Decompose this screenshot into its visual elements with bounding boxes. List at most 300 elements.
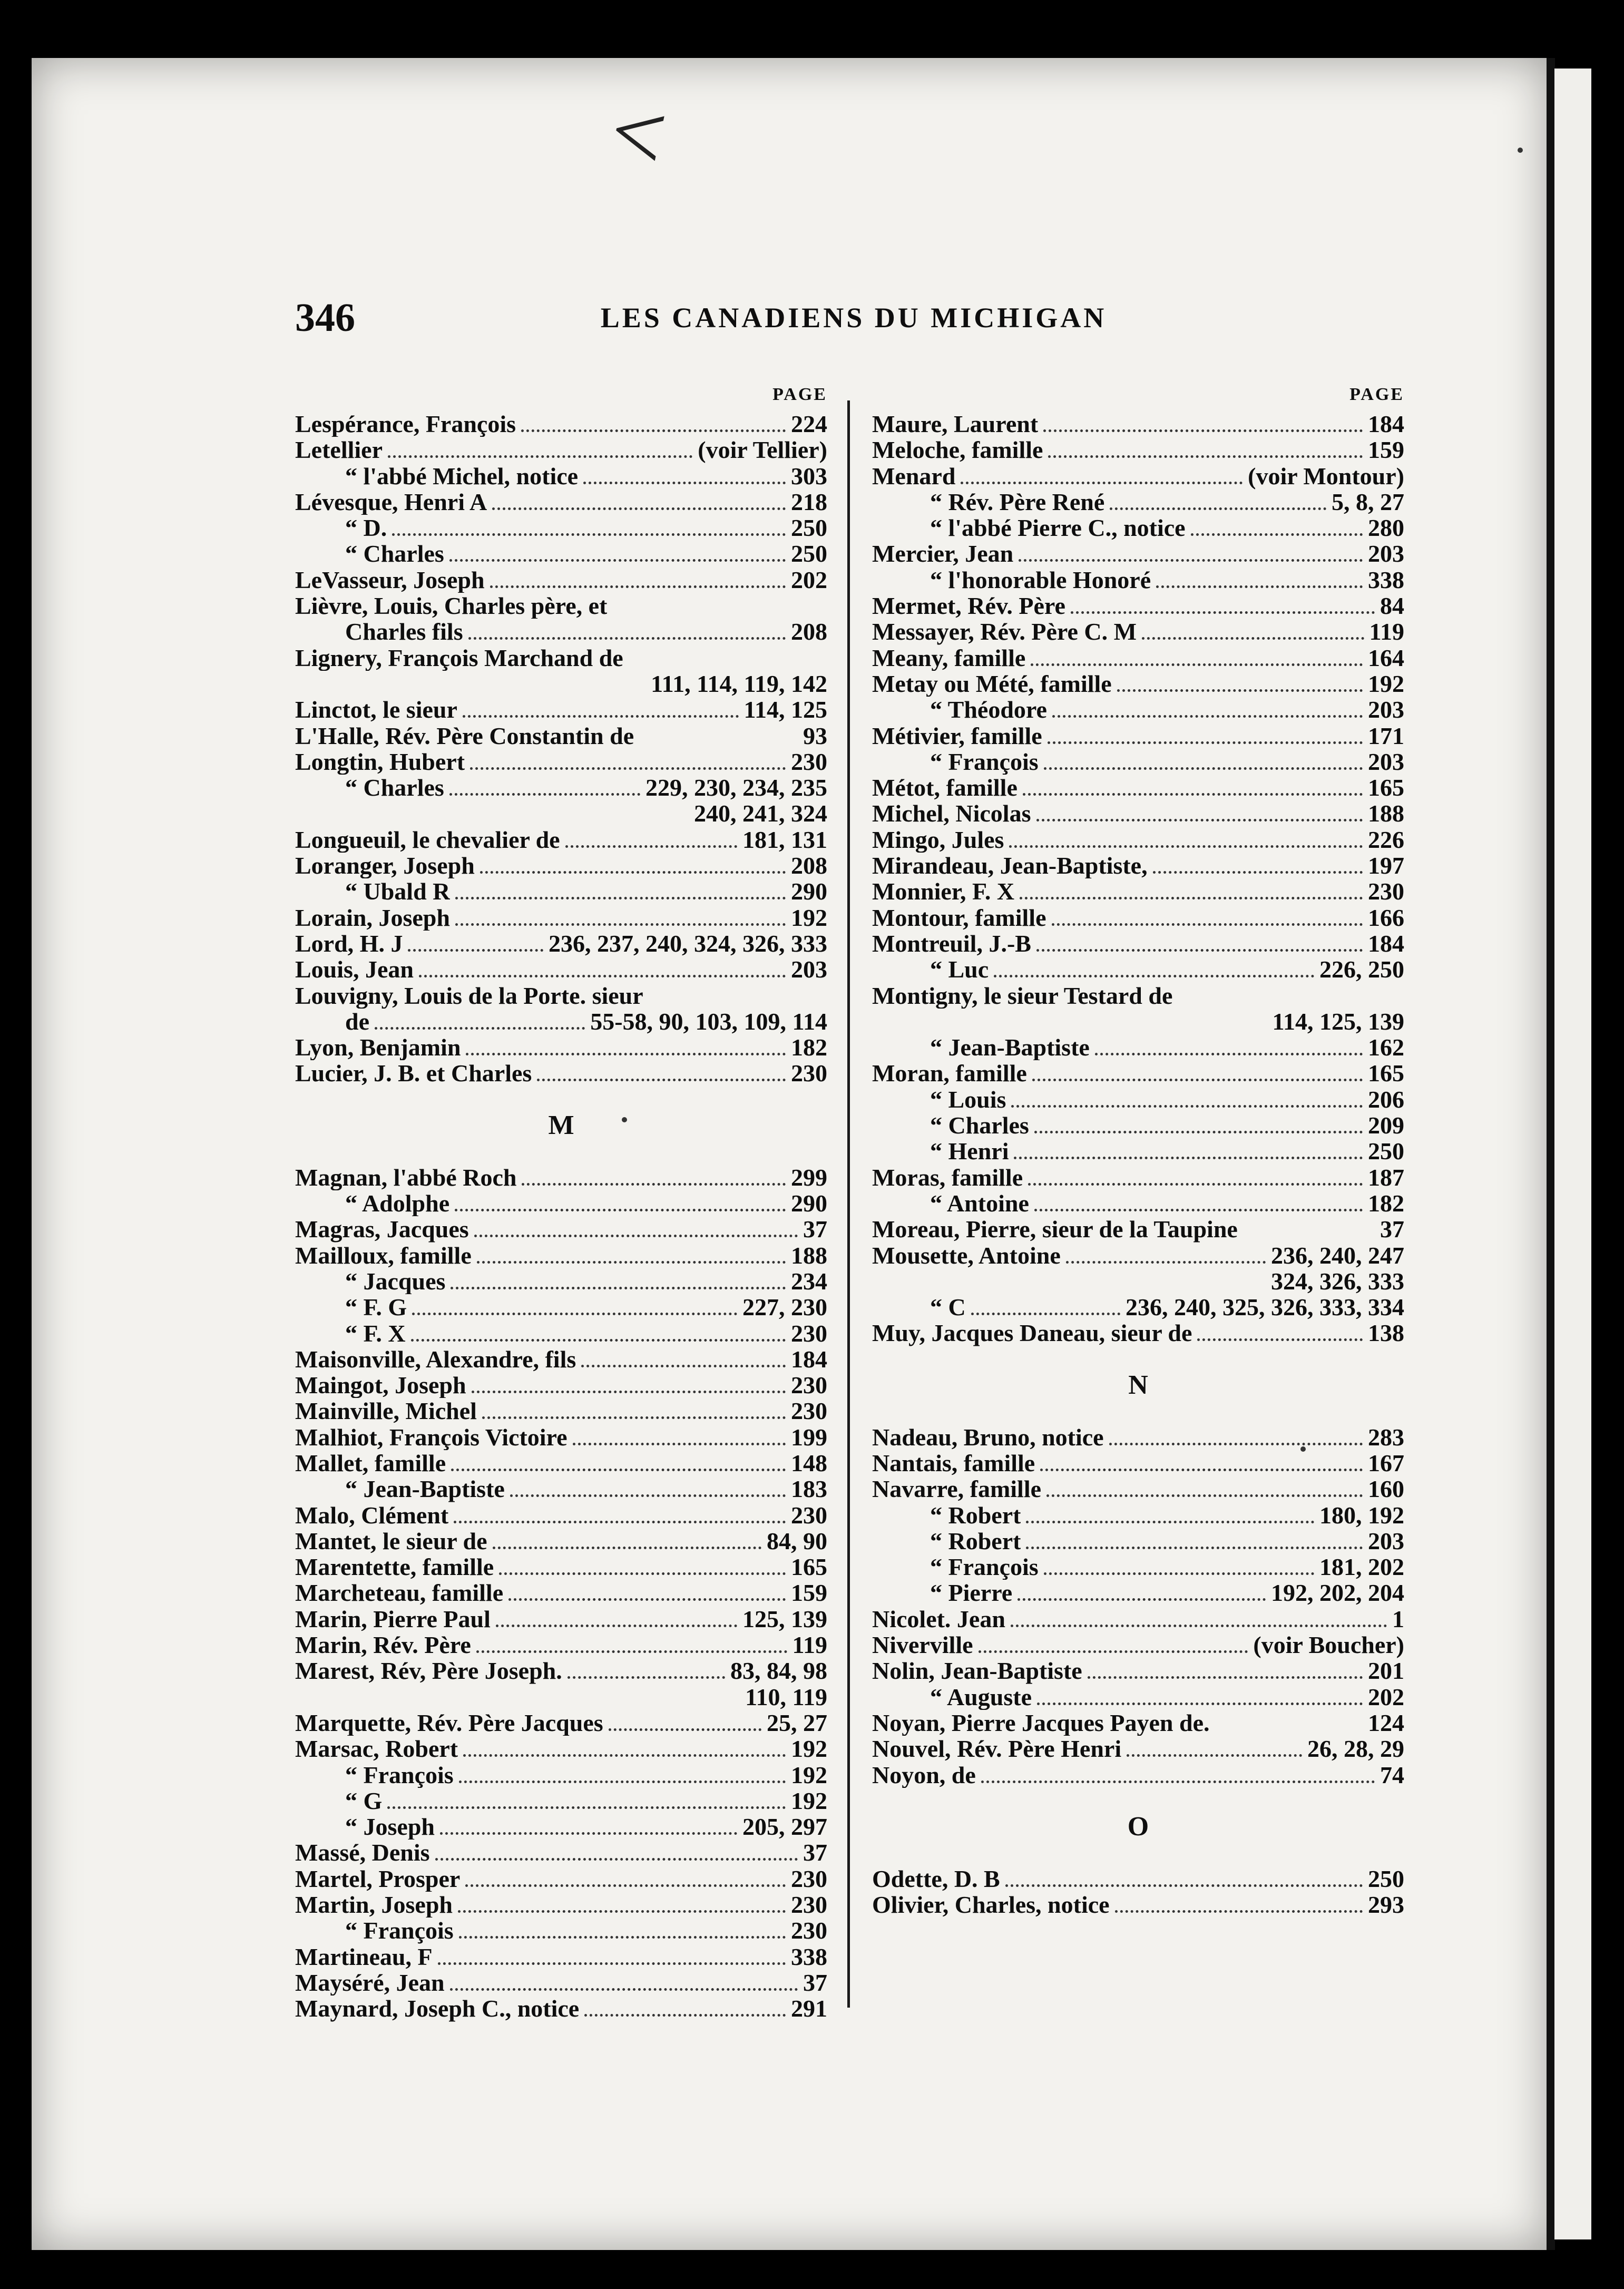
index-entry (872, 723, 1404, 749)
leader-dots (458, 1910, 786, 1913)
index-entry (295, 723, 827, 749)
entry-pages: 184 (1368, 930, 1404, 957)
entry-name: Lucier, J. B. et Charles (295, 1060, 532, 1087)
entry-pages: 324, 326, 333 (1271, 1267, 1404, 1295)
index-entry (295, 1346, 827, 1372)
leader-dots (455, 923, 786, 926)
entry-name: Marsac, Robert (295, 1736, 458, 1762)
index-entry (872, 1320, 1404, 1346)
leader-dots (1127, 1754, 1302, 1757)
entry-pages: 227, 230 (742, 1294, 827, 1321)
leader-dots (1142, 637, 1364, 640)
leader-dots (449, 559, 786, 562)
index-entry (295, 1268, 827, 1294)
leader-dots (565, 845, 737, 848)
index-entry (872, 463, 1404, 489)
leader-dots (387, 1806, 786, 1809)
entry-name: Marest, Rév, Père Joseph. (295, 1658, 562, 1684)
index-entry (872, 1892, 1404, 1918)
leader-dots (459, 1781, 786, 1783)
entry-name: “ D. (345, 515, 387, 541)
entry-name: Moran, famille (872, 1060, 1027, 1087)
index-entry (295, 515, 827, 541)
entry-pages: 250 (1368, 1865, 1404, 1892)
entry-pages: 250 (1368, 1138, 1404, 1165)
index-entry (872, 1424, 1404, 1450)
entry-pages: 192 (791, 1787, 827, 1814)
index-entry (295, 1476, 827, 1502)
index-entry (295, 1580, 827, 1606)
entry-pages: 283 (1368, 1423, 1404, 1451)
entry-pages: 138 (1368, 1319, 1404, 1347)
entry-name: Meloche, famille (872, 437, 1043, 463)
leader-dots (1197, 1338, 1363, 1341)
entry-pages: 240, 241, 324 (694, 800, 827, 827)
entry-name: “ François (930, 748, 1039, 775)
leader-dots (1037, 1703, 1363, 1705)
index-entry (872, 567, 1404, 593)
index-entry (295, 541, 827, 566)
leader-dots (1019, 559, 1363, 562)
entry-name: Niverville (872, 1632, 973, 1658)
entry-pages: 84 (1380, 592, 1404, 620)
index-entry (872, 1060, 1404, 1086)
index-entry (872, 800, 1404, 826)
leader-dots (468, 637, 786, 640)
ink-speck (1518, 148, 1523, 153)
index-entry (872, 1216, 1404, 1242)
leader-dots (1031, 663, 1363, 666)
leader-dots (408, 949, 543, 952)
entry-pages: 184 (791, 1345, 827, 1373)
index-entry (295, 1684, 827, 1710)
page-column-label: PAGE (772, 385, 827, 404)
entry-name: Marin, Pierre Paul (295, 1606, 491, 1632)
entry-pages: 192 (791, 1735, 827, 1763)
entry-name: Nadeau, Bruno, notice (872, 1424, 1104, 1450)
index-entry (872, 1009, 1404, 1034)
entry-pages: (voir Boucher) (1253, 1631, 1404, 1659)
leader-dots (994, 975, 1314, 977)
entry-name: Lord, H. J (295, 930, 403, 957)
entry-pages: 203 (1368, 1527, 1404, 1554)
entry-name: Maingot, Joseph (295, 1372, 466, 1398)
entry-pages: 230 (791, 1319, 827, 1347)
entry-name: “ Jacques (345, 1268, 446, 1295)
entry-pages: 125, 139 (742, 1605, 827, 1632)
leader-dots (508, 1598, 786, 1601)
leader-dots (1043, 429, 1363, 432)
entry-name: Moreau, Pierre, sieur de la Taupine (872, 1216, 1238, 1243)
entry-name: Meany, famille (872, 644, 1026, 671)
entry-pages: 226 (1368, 826, 1404, 853)
leader-dots (1046, 1494, 1363, 1497)
index-entry (872, 1580, 1404, 1606)
index-entry (295, 1762, 827, 1788)
entry-name: Malo, Clément (295, 1502, 449, 1528)
entry-pages: 37 (803, 1839, 827, 1866)
index-entry (295, 827, 827, 853)
entry-pages: 114, 125, 139 (1272, 1007, 1404, 1035)
entry-pages: 280 (1368, 514, 1404, 542)
index-entry (295, 775, 827, 800)
entry-name: Marquette, Rév. Père Jacques (295, 1709, 603, 1736)
entry-name: Messayer, Rév. Père C. M (872, 619, 1137, 645)
entry-name: Mallet, famille (295, 1450, 446, 1476)
entry-pages: 83, 84, 98 (730, 1657, 827, 1685)
leader-dots (493, 1547, 761, 1549)
index-entry (872, 515, 1404, 541)
leader-dots (480, 871, 786, 874)
entry-name: LeVasseur, Joseph (295, 566, 485, 593)
leader-dots (1110, 507, 1326, 510)
page-number: 346 (295, 296, 355, 340)
entry-pages: 230 (791, 1501, 827, 1529)
index-entry (872, 1658, 1404, 1684)
index-entry (872, 1087, 1404, 1112)
entry-name: Lignery, François Marchand de (295, 644, 623, 671)
entry-pages: 84, 90 (767, 1527, 827, 1554)
entry-name: “ François (345, 1918, 454, 1944)
index-entry (295, 1060, 827, 1086)
index-entry (872, 1632, 1404, 1658)
leader-dots (568, 1676, 725, 1679)
index-entry (295, 1450, 827, 1476)
leader-dots (499, 1572, 786, 1575)
entry-name: “ Jean-Baptiste (345, 1476, 505, 1502)
leader-dots (1005, 1884, 1363, 1887)
entry-name: Magras, Jacques (295, 1216, 469, 1243)
entry-name: Muy, Jacques Daneau, sieur de (872, 1320, 1192, 1346)
leader-dots (1109, 1443, 1363, 1445)
index-entry (872, 1138, 1404, 1164)
index-entry (295, 1190, 827, 1216)
leader-dots (1095, 1053, 1363, 1055)
entry-name: Menard (872, 463, 956, 489)
entry-name: “ Adolphe (345, 1190, 450, 1217)
facing-page-edge (1554, 69, 1591, 2239)
entry-name: Mantet, le sieur de (295, 1528, 487, 1554)
entry-pages: 206 (1368, 1085, 1404, 1113)
entry-name: “ Antoine (930, 1190, 1029, 1217)
index-entry (872, 956, 1404, 982)
leader-dots (455, 897, 786, 899)
leader-dots (1052, 715, 1363, 718)
entry-name: Nantais, famille (872, 1450, 1035, 1476)
page-header (295, 295, 1412, 343)
entry-pages: 208 (791, 852, 827, 879)
leader-dots (419, 975, 786, 977)
leader-dots (455, 1209, 786, 1211)
entry-pages: 25, 27 (767, 1709, 827, 1736)
leader-dots (1034, 1131, 1363, 1133)
index-entry (295, 1034, 827, 1060)
leader-dots (1088, 1676, 1363, 1679)
entry-pages: 290 (791, 878, 827, 905)
entry-pages: 229, 230, 234, 235 (645, 774, 827, 801)
leader-dots (1117, 689, 1363, 692)
index-entry (872, 931, 1404, 956)
entry-pages: 338 (791, 1943, 827, 1970)
index-entry (295, 1554, 827, 1580)
index-entry (295, 1165, 827, 1190)
leader-dots (463, 1754, 786, 1757)
leader-dots (392, 533, 786, 536)
index-entry (295, 489, 827, 515)
entry-name: “ Charles (345, 775, 444, 801)
entry-pages: 119 (1369, 618, 1404, 645)
index-entry (872, 775, 1404, 800)
entry-pages: 188 (1368, 800, 1404, 827)
entry-pages: 250 (791, 540, 827, 568)
index-entry (295, 1606, 827, 1632)
entry-name: Letellier (295, 437, 383, 463)
entry-pages: 236, 237, 240, 324, 326, 333 (549, 930, 827, 957)
entry-pages: 5, 8, 27 (1332, 488, 1404, 515)
leader-dots (476, 1650, 787, 1653)
entry-pages: 230 (1368, 878, 1404, 905)
leader-dots (971, 1313, 1120, 1315)
leader-dots (979, 1650, 1248, 1653)
entry-pages: 160 (1368, 1475, 1404, 1503)
entry-name: Louvigny, Louis de la Porte. sieur (295, 982, 643, 1009)
entry-pages: 159 (791, 1579, 827, 1607)
leader-dots (466, 1053, 786, 1055)
entry-pages: 290 (791, 1190, 827, 1217)
index-entry (872, 697, 1404, 722)
leader-dots (470, 767, 786, 770)
index-entry (872, 671, 1404, 697)
entry-pages: 55-58, 90, 103, 109, 114 (590, 1007, 827, 1035)
index-entry (295, 1372, 827, 1398)
entry-pages: 192, 202, 204 (1271, 1579, 1404, 1607)
index-entry (872, 749, 1404, 775)
index-entry (295, 1528, 827, 1554)
index-entry (872, 1243, 1404, 1268)
margin-mark: < (601, 76, 676, 191)
entry-pages: 250 (791, 514, 827, 542)
index-entry (295, 1995, 827, 2021)
entry-pages: 192 (791, 904, 827, 931)
entry-pages: 187 (1368, 1163, 1404, 1191)
index-entry (295, 905, 827, 931)
leader-dots (1115, 1910, 1363, 1913)
leader-dots (454, 1521, 786, 1523)
leader-dots (1153, 871, 1363, 874)
entry-pages: 111, 114, 119, 142 (651, 670, 827, 697)
entry-pages: 167 (1368, 1449, 1404, 1476)
index-entry (295, 567, 827, 593)
entry-name: Charles fils (345, 619, 463, 645)
index-entry (295, 1814, 827, 1840)
leader-dots (1044, 767, 1363, 770)
entry-pages: 208 (791, 618, 827, 645)
leader-dots (465, 1884, 786, 1887)
index-entry (295, 1216, 827, 1242)
index-entry (872, 1190, 1404, 1216)
entry-name: “ Ubald R (345, 878, 451, 905)
entry-pages: 230 (791, 1891, 827, 1919)
leader-dots (1040, 1469, 1363, 1471)
index-entry (295, 749, 827, 775)
entry-pages: 119 (792, 1631, 827, 1659)
index-entry (872, 1268, 1404, 1294)
entry-pages: 230 (791, 1865, 827, 1892)
leader-dots (463, 715, 739, 718)
entry-pages: 299 (791, 1163, 827, 1191)
entry-name: Métot, famille (872, 775, 1018, 801)
entry-pages: 171 (1368, 722, 1404, 749)
entry-pages: 338 (1368, 566, 1404, 593)
section-letter: M (548, 1110, 574, 1140)
entry-name: “ Jean-Baptiste (930, 1034, 1090, 1061)
leader-dots (1191, 533, 1363, 536)
column-divider (847, 400, 850, 2008)
leader-dots (1036, 949, 1363, 952)
entry-pages: 293 (1368, 1891, 1404, 1919)
entry-pages: 182 (791, 1034, 827, 1061)
entry-name: Longtin, Hubert (295, 748, 465, 775)
entry-pages: 162 (1368, 1034, 1404, 1061)
leader-dots (1026, 1521, 1314, 1523)
page-column-label: PAGE (1349, 385, 1404, 404)
leader-dots (440, 1832, 737, 1835)
leader-dots (1026, 1547, 1363, 1549)
index-entry (872, 853, 1404, 878)
entry-pages: 26, 28, 29 (1307, 1735, 1404, 1763)
entry-pages: (voir Tellier) (698, 436, 827, 464)
leader-dots (1011, 1625, 1387, 1627)
entry-pages: 180, 192 (1319, 1501, 1404, 1529)
index-entry (872, 983, 1404, 1009)
index-entry (295, 697, 827, 722)
leader-dots (375, 1027, 585, 1030)
index-entry (872, 1112, 1404, 1138)
leader-dots (1066, 1261, 1266, 1264)
entry-name: “ C (930, 1294, 966, 1320)
entry-pages: 203 (1368, 540, 1404, 568)
entry-pages: 165 (791, 1553, 827, 1581)
index-entry (295, 1710, 827, 1736)
entry-pages: 1 (1392, 1605, 1404, 1632)
entry-name: “ Théodore (930, 697, 1047, 723)
index-entry (872, 1450, 1404, 1476)
index-entry (295, 853, 827, 878)
index-entry (295, 956, 827, 982)
entry-name: “ Pierre (930, 1580, 1013, 1606)
leader-dots (490, 585, 786, 588)
entry-name: “ Rév. Père René (930, 488, 1105, 515)
index-entry (295, 1243, 827, 1268)
entry-pages: 159 (1368, 436, 1404, 464)
index-entry (872, 1866, 1404, 1892)
index-entry (295, 437, 827, 463)
ink-speck (1300, 1446, 1306, 1452)
index-entry (295, 878, 827, 904)
entry-name: Lyon, Benjamin (295, 1034, 461, 1061)
entry-name: Lièvre, Louis, Charles père, et (295, 593, 608, 619)
entry-name: Navarre, famille (872, 1476, 1042, 1502)
index-entry (872, 1476, 1404, 1502)
entry-pages: 230 (791, 1372, 827, 1399)
index-entry (872, 905, 1404, 931)
entry-name: Loranger, Joseph (295, 853, 475, 879)
leader-dots (451, 1469, 786, 1471)
entry-pages: 181, 131 (742, 826, 827, 853)
entry-name: “ G (345, 1787, 383, 1814)
leader-dots (450, 1988, 798, 1991)
leader-dots (482, 1416, 786, 1419)
index-entry (872, 1165, 1404, 1190)
index-entry (295, 463, 827, 489)
entry-name: Metay ou Mété, famille (872, 670, 1112, 697)
leader-dots (412, 1313, 737, 1315)
entry-name: Marcheteau, famille (295, 1580, 504, 1606)
leader-dots (609, 1728, 761, 1731)
index-entry (872, 1710, 1404, 1736)
entry-name: Massé, Denis (295, 1840, 430, 1866)
entry-name: “ Robert (930, 1528, 1021, 1554)
entry-name: Maynard, Joseph C., notice (295, 1995, 580, 2022)
index-entry (295, 593, 827, 619)
leader-dots (1018, 1598, 1266, 1601)
entry-pages: 197 (1368, 852, 1404, 879)
entry-pages: 192 (1368, 670, 1404, 697)
entry-name: Lespérance, François (295, 411, 516, 437)
entry-name: Nouvel, Rév. Père Henri (872, 1736, 1122, 1762)
entry-pages: 183 (791, 1475, 827, 1503)
index-entry (295, 1294, 827, 1320)
entry-name: Martineau, F (295, 1943, 433, 1970)
leader-dots (435, 1858, 798, 1861)
entry-name: Malhiot, François Victoire (295, 1424, 568, 1450)
entry-name: “ l'abbé Michel, notice (345, 463, 579, 489)
entry-name: Mermet, Rév. Père (872, 593, 1065, 619)
entry-pages: 218 (791, 488, 827, 515)
entry-pages: 230 (791, 748, 827, 775)
index-entry (295, 1970, 827, 1995)
index-entry (295, 645, 827, 671)
leader-dots (522, 1183, 786, 1186)
ink-speck (622, 1117, 627, 1122)
leader-dots (1048, 741, 1363, 744)
entry-name: Monnier, F. X (872, 878, 1015, 905)
index-entry (295, 1424, 827, 1450)
index-entry (295, 1866, 827, 1892)
index-entry (872, 1554, 1404, 1580)
leader-dots (961, 482, 1243, 484)
leader-dots (472, 1391, 786, 1393)
index-entry (872, 1294, 1404, 1320)
leader-dots (1028, 1183, 1363, 1186)
entry-name: Odette, D. B (872, 1865, 1000, 1892)
index-entry (295, 1840, 827, 1865)
section-letter: O (1127, 1811, 1149, 1842)
leader-dots (584, 2014, 786, 2017)
entry-pages: 124 (1368, 1709, 1404, 1736)
index-entry (295, 1320, 827, 1346)
entry-name: “ Charles (930, 1112, 1029, 1139)
entry-pages: 184 (1368, 410, 1404, 437)
leader-dots (477, 1261, 786, 1264)
entry-name: “ Auguste (930, 1684, 1032, 1710)
leader-dots (496, 1625, 737, 1627)
index-entry (872, 619, 1404, 644)
entry-name: Noyan, Pierre Jacques Payen de. (872, 1709, 1210, 1736)
entry-pages: (voir Montour) (1248, 462, 1404, 490)
leader-dots (573, 1443, 786, 1445)
leader-dots (1023, 793, 1363, 796)
